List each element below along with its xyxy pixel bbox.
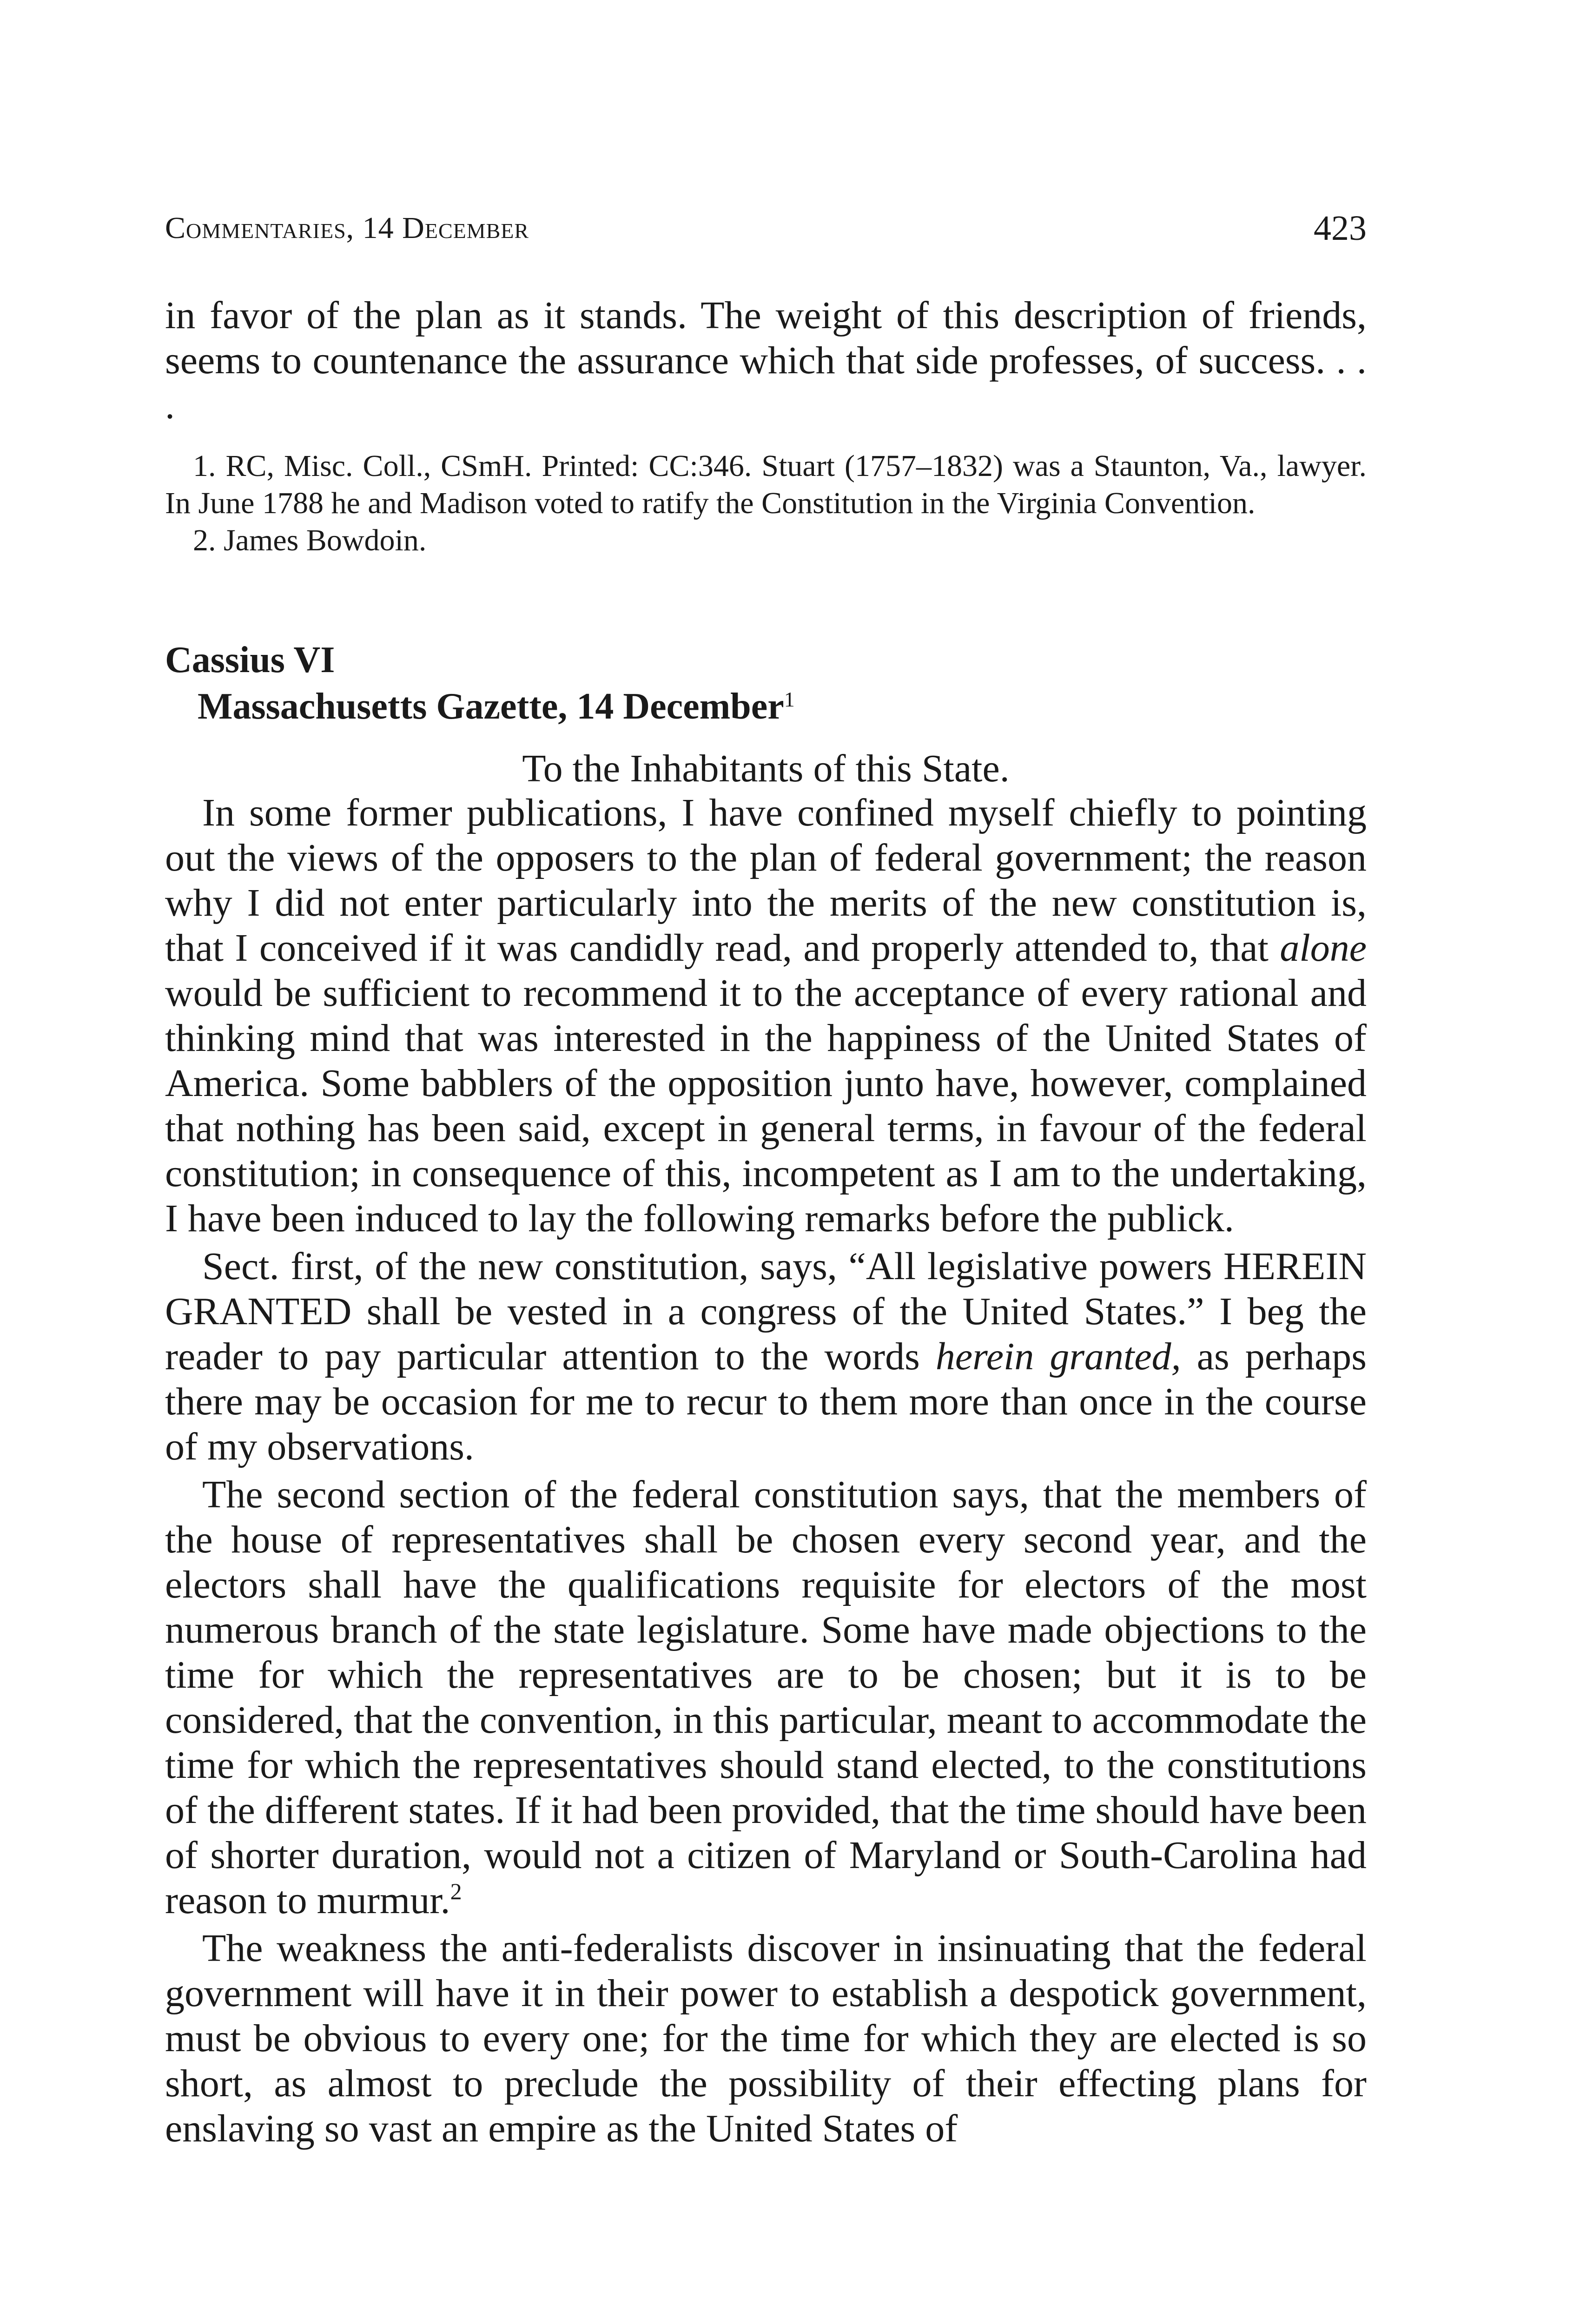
paragraph-3 <box>165 1472 1367 1923</box>
continuation-paragraph: in favor of the plan as it stands. The weight of this description of friends, seems to countenance the assurance which that side professes, of success. . . . <box>165 294 1367 427</box>
paragraph-1-text-b: would be sufficient to recommend it to the acceptance of every rational and thinking mind that was interested in the happiness of the United States of America. Some babblers of the opposition junto have, however, complained that nothing has been said, except in general terms, in favour of the federal constitution; in consequence of this, incompetent as I am to the undertaking, I have been induced to lay the following remarks before the publick. <box>165 971 1367 1240</box>
paragraph-1-text-a: In some former publications, I have confined myself chiefly to pointing out the views of the opposers to the plan of federal government; the reason why I did not enter particularly into the merits of the new constitution is, that I conceived if it was candidly read, and properly attended to, that <box>165 791 1367 970</box>
article-source <box>165 683 1367 730</box>
paragraph-4-text: The weakness the anti-federalists discover in insinuating that the federal government will have it in their power to establish a despotick government, must be obvious to every one; for the time for which they are elected is so short, as almost to preclude the possibility of their effecting plans for enslaving so vast an empire as the United States of <box>165 1927 1367 2150</box>
paragraph-2 <box>165 1244 1367 1469</box>
article-heading <box>165 637 1367 730</box>
article-source-text: Massachusetts Gazette, 14 December <box>198 686 784 727</box>
article-title: Cassius VI <box>165 640 335 680</box>
paragraph-4 <box>165 1926 1367 2151</box>
paragraph-2-text-a: Sect. first, of the new constitution, says, “All legislative powers HEREIN GRANTED shall be vested in a congress of the United States.” I beg the reader to pay particular attention to the words <box>165 1245 1367 1378</box>
footnotes <box>165 448 1367 559</box>
running-head-title: Commentaries, 14 December <box>165 211 529 245</box>
salutation: To the Inhabitants of this State. <box>522 747 1010 790</box>
paragraph-1-emphasis: alone <box>1280 926 1367 970</box>
footnote-2: 2. James Bowdoin. <box>193 523 427 557</box>
paragraph-2-emphasis: herein granted, <box>935 1335 1181 1378</box>
continuation-text <box>165 293 1367 428</box>
paragraph-3-text: The second section of the federal constitution says, that the members of the house of representatives shall be chosen every second year, and the electors shall have the qualifications requisite for electors of the most numerous branch of the state legislature. Some have made objections to the time for which the representatives are to be chosen; but it is to be considered, that the convention, in this particular, meant to accommodate the time for which the representatives should stand elected, to the constitutions of the different states. If it had been provided, that the time should have been of shorter duration, would not a citizen of Maryland or South-Carolina had reason to murmur. <box>165 1473 1367 1922</box>
footnote-1: 1. RC, Misc. Coll., CSmH. Printed: CC:346. Stuart (1757–1832) was a Staunton, Va., lawyer. In June 1788 he and Madison voted to ratify the Constitution in the Virginia Convention. <box>165 449 1367 520</box>
running-head <box>165 207 1367 249</box>
paragraph-1 <box>165 790 1367 1241</box>
source-note-marker: 1 <box>784 687 795 711</box>
article-body <box>165 790 1367 2151</box>
paragraph-2-text-b: as perhaps there may be occasion for me to recur to them more than once in the course of my observations. <box>165 1335 1367 1468</box>
footnote-marker-2: 2 <box>450 1878 462 1904</box>
page-number: 423 <box>1314 209 1367 248</box>
